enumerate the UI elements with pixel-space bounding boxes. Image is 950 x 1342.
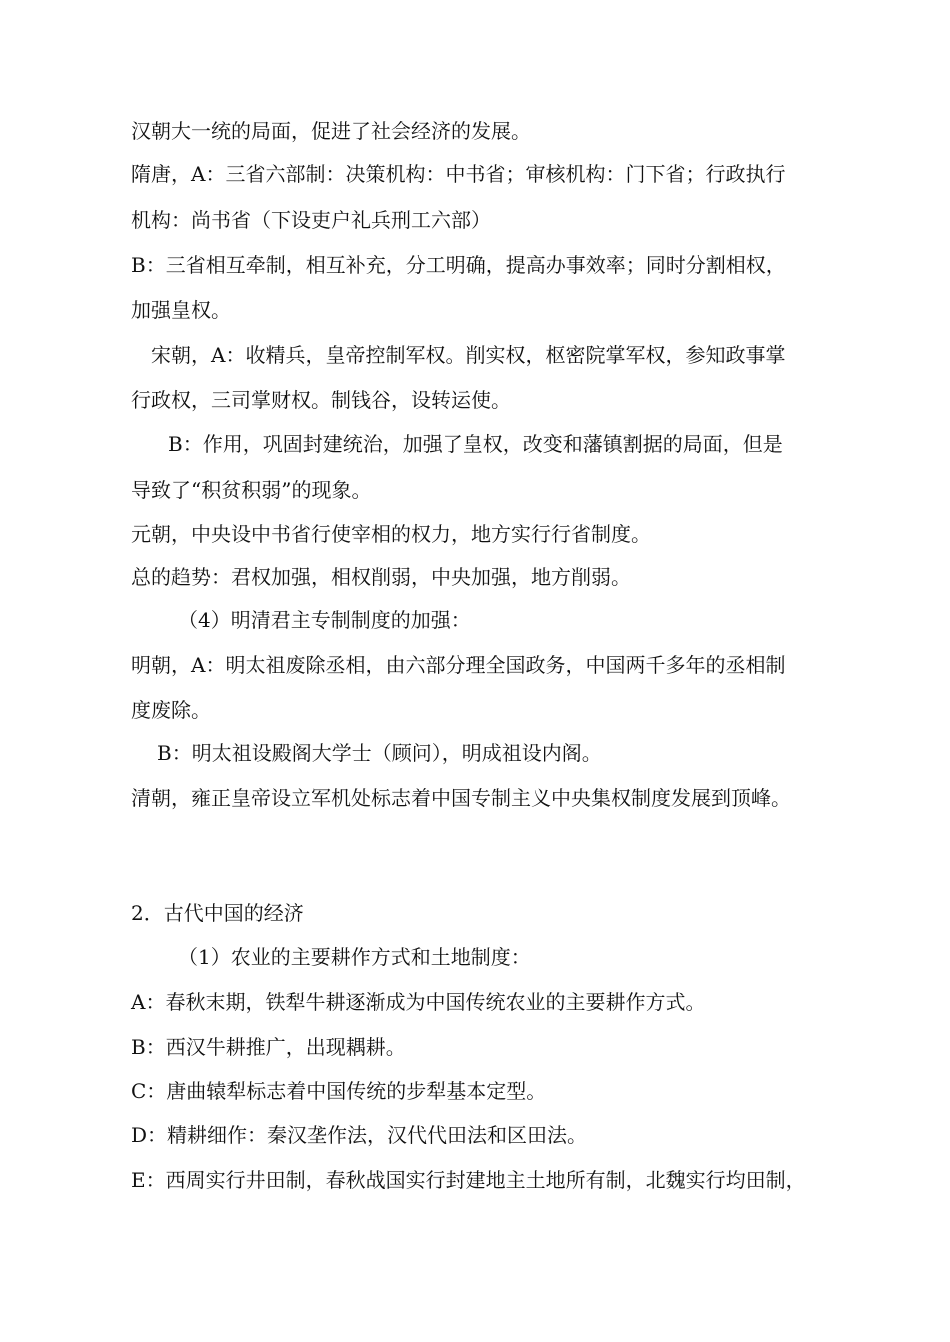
text-line [0, 383, 950, 417]
line-text: 宋朝，A：收精兵，皇帝控制军权。削实权，枢密院掌军权，参知政事掌 [151, 343, 786, 367]
text-line [0, 203, 950, 237]
text-line [0, 114, 950, 148]
text-line [0, 517, 950, 551]
line-text: B：三省相互牵制，相互补充，分工明确，提高办事效率；同时分割相权， [131, 253, 786, 277]
line-text: 导致了“积贫积弱”的现象。 [131, 478, 372, 502]
text-line [0, 1074, 950, 1108]
line-text: 加强皇权。 [131, 298, 231, 322]
text-line [0, 248, 950, 282]
line-text: （4）明清君主专制制度的加强： [178, 608, 471, 632]
line-text: 清朝，雍正皇帝设立军机处标志着中国专制主义中央集权制度发展到顶峰。 [131, 786, 791, 810]
line-text: A：春秋末期，铁犁牛耕逐渐成为中国传统农业的主要耕作方式。 [131, 990, 706, 1014]
text-line [0, 473, 950, 507]
text-line [0, 736, 950, 770]
line-text: E：西周实行井田制，春秋战国实行封建地主土地所有制，北魏实行均田制， [131, 1168, 806, 1192]
section-heading [0, 896, 950, 930]
line-text: 元朝，中央设中书省行使宰相的权力，地方实行行省制度。 [131, 522, 651, 546]
text-line [0, 603, 950, 637]
line-text: 汉朝大一统的局面，促进了社会经济的发展。 [131, 119, 531, 143]
line-text: 隋唐，A：三省六部制：决策机构：中书省；审核机构：门下省；行政执行 [131, 162, 786, 186]
line-text: 机构：尚书省（下设吏户礼兵刑工六部） [131, 208, 491, 232]
line-text: B：西汉牛耕推广，出现耦耕。 [131, 1035, 406, 1059]
text-line [0, 693, 950, 727]
line-text: D：精耕细作：秦汉垄作法，汉代代田法和区田法。 [131, 1123, 588, 1147]
line-text: 明朝，A：明太祖废除丞相，由六部分理全国政务，中国两千多年的丞相制 [131, 653, 786, 677]
text-line [0, 648, 950, 682]
line-text: C：唐曲辕犁标志着中国传统的步犁基本定型。 [131, 1079, 547, 1103]
line-text: 总的趋势：君权加强，相权削弱，中央加强，地方削弱。 [131, 565, 631, 589]
text-line [0, 1118, 950, 1152]
text-line [0, 940, 950, 974]
text-line [0, 560, 950, 594]
line-text: 度废除。 [131, 698, 211, 722]
text-line [0, 157, 950, 191]
line-text: （1）农业的主要耕作方式和土地制度： [178, 945, 531, 969]
text-line [0, 781, 950, 815]
section-heading-text: 2．古代中国的经济 [131, 901, 304, 925]
text-line [0, 1030, 950, 1064]
line-text: B：作用，巩固封建统治，加强了皇权，改变和藩镇割据的局面，但是 [168, 432, 783, 456]
text-line [0, 293, 950, 327]
text-line [0, 338, 950, 372]
text-line [0, 1163, 950, 1197]
line-text: B：明太祖设殿阁大学士（顾问），明成祖设内阁。 [157, 741, 602, 765]
text-line [0, 427, 950, 461]
text-line [0, 985, 950, 1019]
line-text: 行政权，三司掌财权。制钱谷，设转运使。 [131, 388, 511, 412]
